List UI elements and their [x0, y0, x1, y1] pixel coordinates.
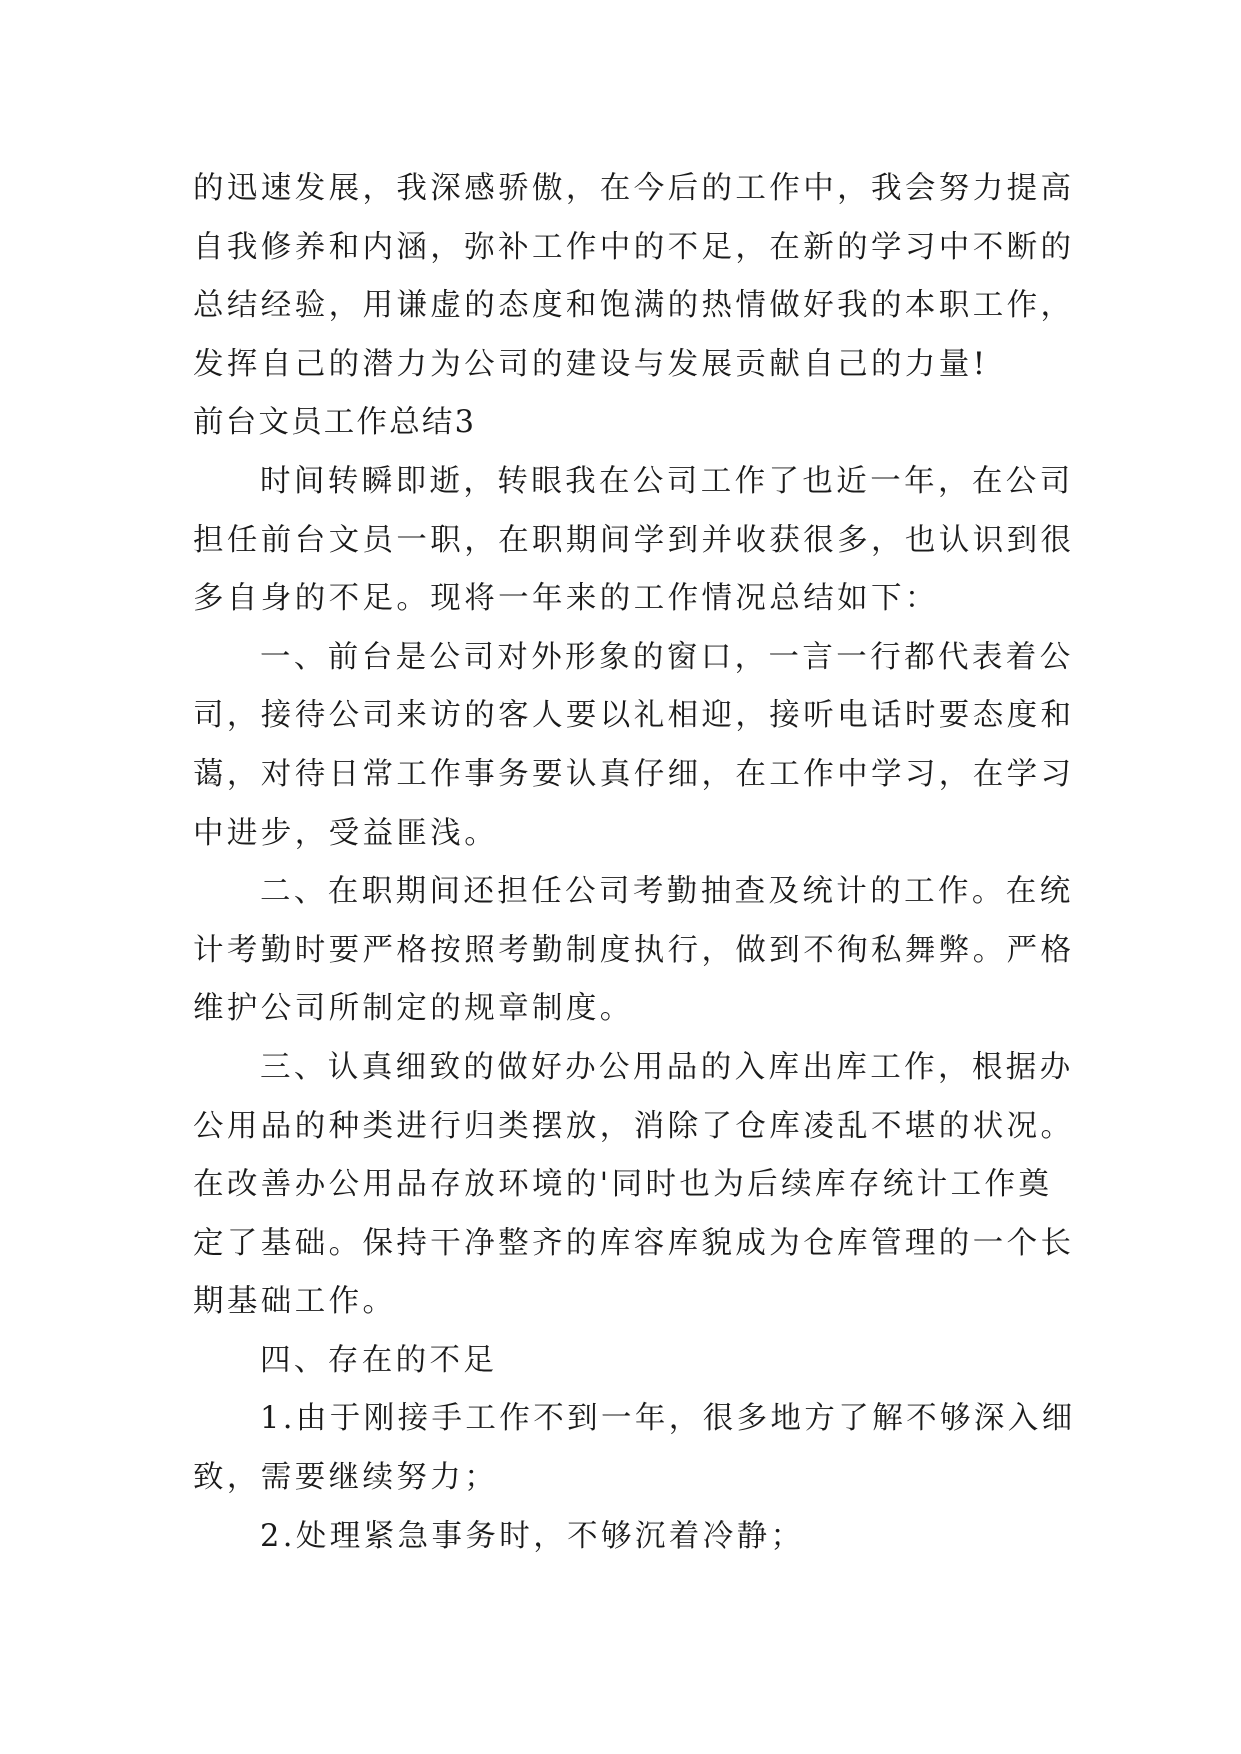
paragraph-line: 公用品的种类进行归类摆放，消除了仓库凌乱不堪的状况。 — [193, 1108, 1075, 1144]
paragraph-line: 发挥自己的潜力为公司的建设与发展贡献自己的力量! — [193, 346, 989, 382]
paragraph-line: 一、前台是公司对外形象的窗口，一言一行都代表着公 — [260, 639, 1074, 675]
paragraph-line: 定了基础。保持干净整齐的库容库貌成为仓库管理的一个长 — [193, 1225, 1075, 1261]
paragraph-line: 司，接待公司来访的客人要以礼相迎，接听电话时要态度和 — [193, 698, 1075, 734]
paragraph-line: 计考勤时要严格按照考勤制度执行，做到不徇私舞弊。严格 — [193, 932, 1075, 968]
paragraph-line: 总结经验，用谦虚的态度和饱满的热情做好我的本职工作， — [193, 288, 1075, 324]
paragraph-line: 蔼，对待日常工作事务要认真仔细，在工作中学习，在学习 — [193, 756, 1075, 792]
document-body — [193, 160, 1076, 1566]
paragraph-line: 担任前台文员一职，在职期间学到并收获很多，也认识到很 — [193, 522, 1075, 558]
section-heading: 前台文员工作总结3 — [193, 405, 477, 441]
paragraph-line: 中进步，受益匪浅。 — [193, 815, 499, 851]
paragraph-line: 二、在职期间还担任公司考勤抽查及统计的工作。在统 — [260, 874, 1074, 910]
paragraph-line: 2.处理紧急事务时，不够沉着冷静； — [260, 1518, 805, 1554]
paragraph-line: 1.由于刚接手工作不到一年，很多地方了解不够深入细 — [260, 1401, 1076, 1437]
paragraph-line: 维护公司所制定的规章制度。 — [193, 991, 634, 1027]
paragraph-line: 致，需要继续努力； — [193, 1460, 499, 1496]
paragraph-line: 多自身的不足。现将一年来的工作情况总结如下： — [193, 581, 939, 617]
paragraph-line: 期基础工作。 — [193, 1284, 397, 1320]
paragraph-line: 四、存在的不足 — [260, 1342, 498, 1378]
paragraph-line: 时间转瞬即逝，转眼我在公司工作了也近一年，在公司 — [260, 463, 1074, 499]
paragraph-line: 三、认真细致的做好办公用品的入库出库工作，根据办 — [260, 1049, 1074, 1085]
paragraph-line: 的迅速发展，我深感骄傲，在今后的工作中，我会努力提高 — [193, 171, 1075, 206]
paragraph-line: 自我修养和内涵，弥补工作中的不足，在新的学习中不断的 — [193, 229, 1075, 265]
paragraph-line: 在改善办公用品存放环境的'同时也为后续库存统计工作奠 — [193, 1167, 1053, 1203]
